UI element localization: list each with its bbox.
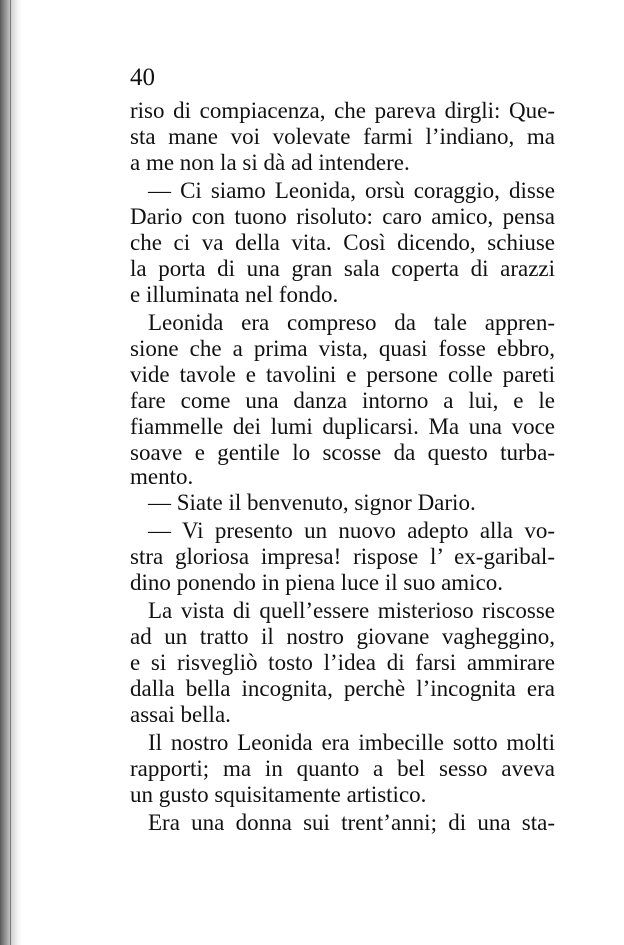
text-line: La vista di quell’essere misterioso riscosse xyxy=(148,598,555,623)
text-line: — Vi presento un nuovo adepto alla vo- xyxy=(148,518,555,543)
text-line: sta mane voi volevate farmi l’indiano, ma xyxy=(130,124,555,149)
text-line: che ci va della vita. Così dicendo, schiuse xyxy=(130,230,555,255)
text-line: fare come una danza intorno a lui, e le xyxy=(130,388,555,413)
text-line: — Ci siamo Leonida, orsù coraggio, disse xyxy=(148,178,555,203)
text-line: soave e gentile lo scosse da questo turba- xyxy=(130,440,555,465)
text-line: ad un tratto il nostro giovane vagheggino, xyxy=(130,624,555,649)
text-line: la porta di una gran sala coperta di arazzi xyxy=(130,256,555,281)
text-line: dalla bella incognita, perchè l’incognita era xyxy=(130,676,555,701)
text-line: Il nostro Leonida era imbecille sotto molti xyxy=(148,730,555,755)
text-line: Dario con tuono risoluto: caro amico, pensa xyxy=(130,204,555,229)
text-line: Era una donna sui trent’anni; di una sta- xyxy=(148,810,555,835)
text-line: riso di compiacenza, che pareva dirgli: Que- xyxy=(130,98,555,123)
text-line: — Siate il benvenuto, signor Dario. xyxy=(148,490,476,515)
text-line: assai bella. xyxy=(130,702,231,727)
text-line: e si risvegliò tosto l’idea di farsi ammirare xyxy=(130,650,555,675)
text-line: un gusto squisitamente artistico. xyxy=(130,782,427,807)
text-line: dino ponendo in piena luce il suo amico. xyxy=(130,570,504,595)
text-line: mento. xyxy=(130,464,194,489)
page-number: 40 xyxy=(130,64,155,91)
text-line: a me non la si dà ad intendere. xyxy=(130,150,410,175)
text-line: Leonida era compreso da tale appren- xyxy=(148,310,555,335)
binding-edge-line xyxy=(10,0,11,945)
binding-gutter xyxy=(0,0,22,945)
text-line: stra gloriosa impresa! rispose l’ ex-garibal- xyxy=(130,544,555,569)
text-line: rapporti; ma in quanto a bel sesso aveva xyxy=(130,756,555,781)
text-line: e illuminata nel fondo. xyxy=(130,282,339,307)
text-line: vide tavole e tavolini e persone colle pareti xyxy=(130,362,555,387)
text-line: sione che a prima vista, quasi fosse ebbro, xyxy=(130,336,555,361)
text-line: fiammelle dei lumi duplicarsi. Ma una voce xyxy=(130,414,555,439)
